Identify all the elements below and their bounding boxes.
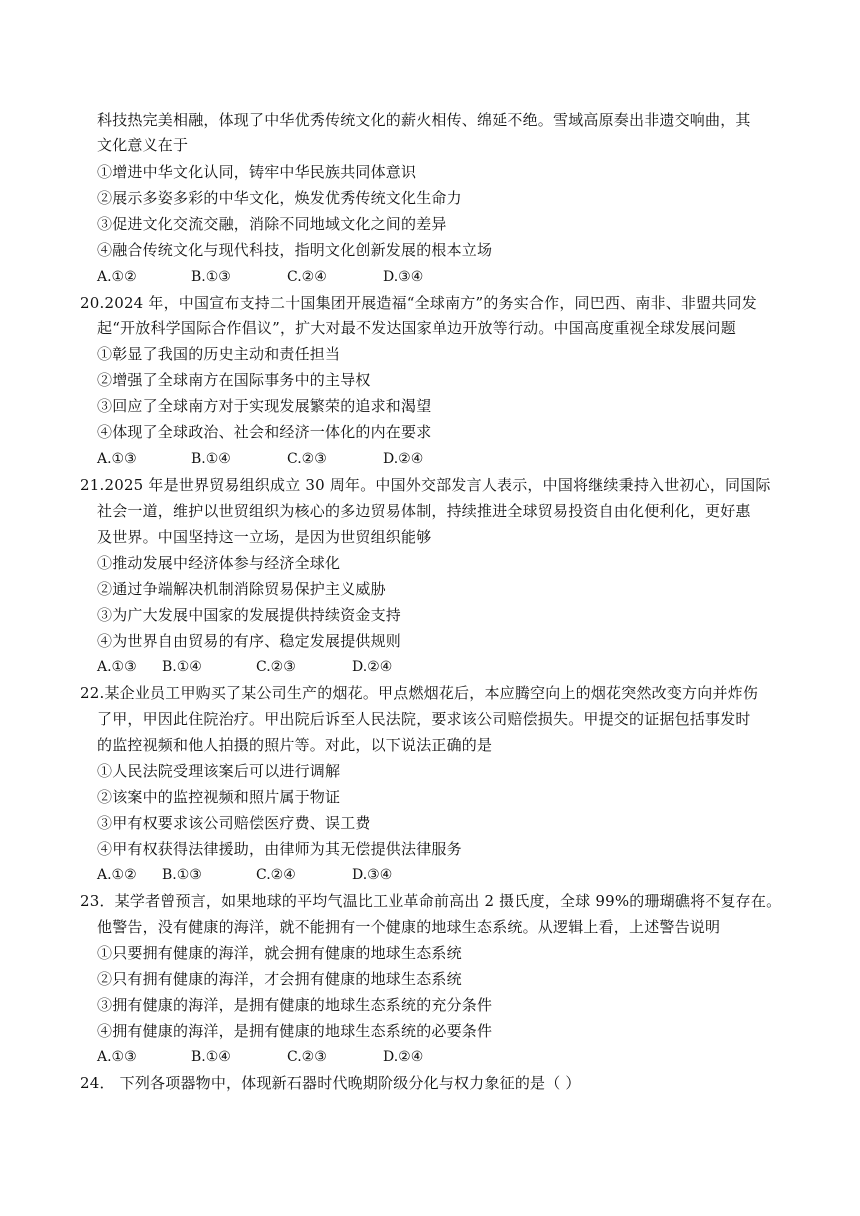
q23-item-3: ③拥有健康的海洋，是拥有健康的地球生态系统的充分条件 — [97, 996, 493, 1014]
q23-item-4: ④拥有健康的海洋，是拥有健康的地球生态系统的必要条件 — [97, 1022, 493, 1040]
q22-item-2: ②该案中的监控视频和照片属于物证 — [97, 788, 341, 806]
q19-item-4: ④融合传统文化与现代科技，指明文化创新发展的根本立场 — [97, 241, 493, 259]
q22-item-3: ③甲有权要求该公司赔偿医疗费、误工费 — [97, 814, 371, 832]
q22-item-4: ④甲有权获得法律援助，由律师为其无偿提供法律服务 — [97, 840, 462, 858]
q20-stem-line1: 20.2024 年，中国宣布支持二十国集团开展造福“全球南方”的务实合作，同巴西、南非、非盟共同发 — [80, 294, 757, 312]
q21-option-d: D.②④ — [352, 659, 393, 675]
q19-option-a: A.①② — [97, 269, 137, 285]
q21-item-2: ②通过争端解决机制消除贸易保护主义威胁 — [97, 580, 386, 598]
q19-option-d: D.③④ — [383, 269, 424, 285]
q21-stem-line1: 21.2025 年是世界贸易组织成立 30 周年。中国外交部发言人表示，中国将继续秉持入世初心，同国际 — [80, 476, 771, 494]
q21-option-a: A.①③ — [97, 659, 137, 675]
q24-stem-line1: 24． 下列各项器物中，体现新石器时代晚期阶级分化与权力象征的是（ ） — [80, 1074, 581, 1092]
q23-option-a: A.①③ — [97, 1049, 137, 1065]
q19-item-3: ③促进文化交流交融，消除不同地域文化之间的差异 — [97, 215, 447, 233]
q22-option-c: C.②④ — [256, 867, 296, 883]
q21-option-b: B.①④ — [162, 659, 202, 675]
q23-item-2: ②只有拥有健康的海洋，才会拥有健康的地球生态系统 — [97, 970, 462, 988]
q22-stem-line1: 22.某企业员工甲购买了某公司生产的烟花。甲点燃烟花后，本应腾空向上的烟花突然改变方向并炸伤 — [80, 684, 759, 702]
q22-stem-line2: 了甲，甲因此住院治疗。甲出院后诉至人民法院，要求该公司赔偿损失。甲提交的证据包括事发时 — [97, 710, 751, 728]
q21-stem-line2: 社会一道，维护以世贸组织为核心的多边贸易体制，持续推进全球贸易投资自由化便利化，更好惠 — [97, 502, 751, 520]
q22-option-a: A.①② — [97, 867, 137, 883]
q19-option-c: C.②④ — [287, 269, 327, 285]
q20-option-a: A.①③ — [97, 451, 137, 467]
q22-item-1: ①人民法院受理该案后可以进行调解 — [97, 762, 341, 780]
q19-stem-line1: 科技热完美相融，体现了中华优秀传统文化的薪火相传、绵延不绝。雪域高原奏出非遗交响曲，其 — [97, 111, 751, 129]
q22-option-d: D.③④ — [352, 867, 393, 883]
q22-stem-line3: 的监控视频和他人拍摄的照片等。对此，以下说法正确的是 — [97, 736, 493, 754]
q21-stem-line3: 及世界。中国坚持这一立场，是因为世贸组织能够 — [97, 528, 432, 546]
q23-stem-line2: 他警告，没有健康的海洋，就不能拥有一个健康的地球生态系统。从逻辑上看，上述警告说明 — [97, 918, 721, 936]
q20-option-b: B.①④ — [191, 451, 231, 467]
q23-item-1: ①只要拥有健康的海洋，就会拥有健康的地球生态系统 — [97, 944, 462, 962]
q21-option-c: C.②③ — [256, 659, 296, 675]
q19-item-2: ②展示多姿多彩的中华文化，焕发优秀传统文化生命力 — [97, 189, 462, 207]
q20-stem-line2: 起“开放科学国际合作倡议”，扩大对最不发达国家单边开放等行动。中国高度重视全球发展问题 — [97, 319, 736, 337]
q20-option-d: D.②④ — [383, 451, 424, 467]
q20-item-1: ①彰显了我国的历史主动和责任担当 — [97, 345, 341, 363]
q23-option-c: C.②③ — [287, 1049, 327, 1065]
q23-stem-line1: 23．某学者曾预言，如果地球的平均气温比工业革命前高出 2 摄氏度，全球 99%的珊瑚礁将不复存在。 — [80, 892, 782, 910]
q21-item-3: ③为广大发展中国家的发展提供持续资金支持 — [97, 606, 402, 624]
q20-item-4: ④体现了全球政治、社会和经济一体化的内在要求 — [97, 423, 432, 441]
q21-item-1: ①推动发展中经济体参与经济全球化 — [97, 554, 341, 572]
q20-item-2: ②增强了全球南方在国际事务中的主导权 — [97, 371, 371, 389]
q23-option-d: D.②④ — [383, 1049, 424, 1065]
q21-item-4: ④为世界自由贸易的有序、稳定发展提供规则 — [97, 632, 402, 650]
q19-item-1: ①增进中华文化认同，铸牢中华民族共同体意识 — [97, 163, 417, 181]
q22-option-b: B.①③ — [162, 867, 202, 883]
q20-option-c: C.②③ — [287, 451, 327, 467]
q20-item-3: ③回应了全球南方对于实现发展繁荣的追求和渴望 — [97, 397, 432, 415]
q19-stem-line2: 文化意义在于 — [97, 136, 189, 154]
q23-option-b: B.①④ — [191, 1049, 231, 1065]
q19-option-b: B.①③ — [191, 269, 231, 285]
